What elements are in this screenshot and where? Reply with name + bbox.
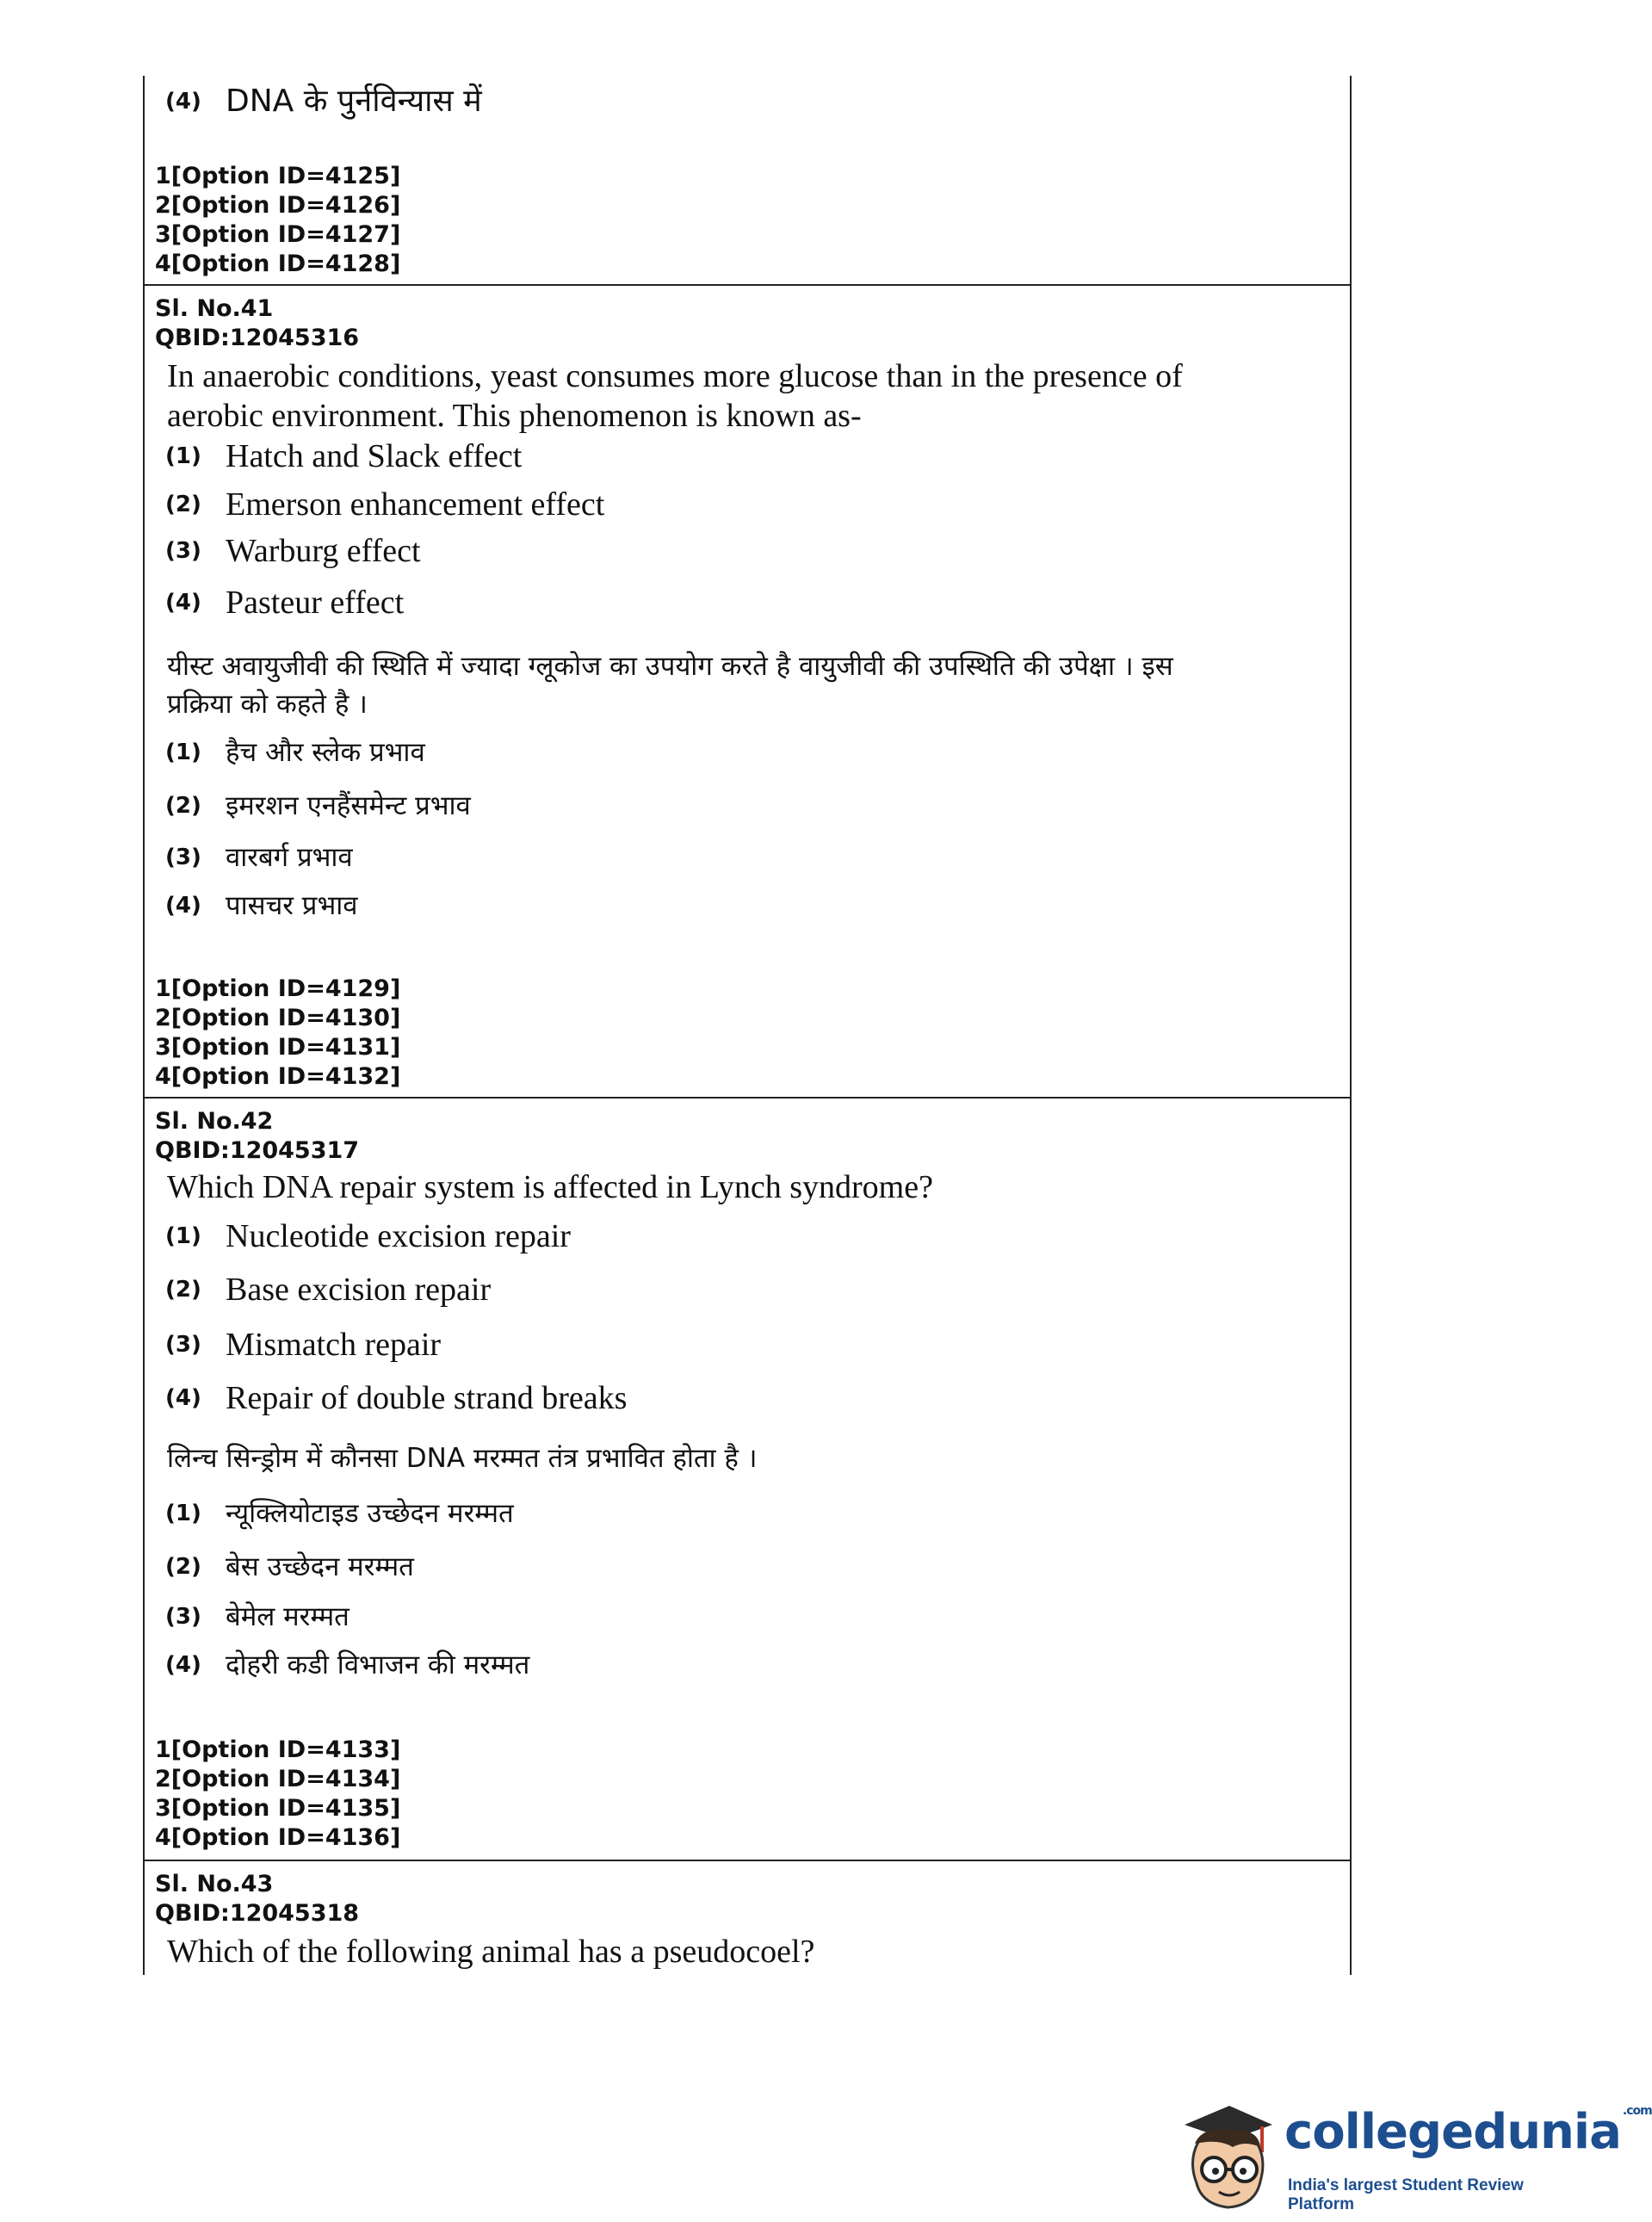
option-id: 4[Option ID=4128] <box>155 251 401 277</box>
option-hi-1: (1) हैच और स्लेक प्रभाव <box>165 737 425 768</box>
option-id: 1[Option ID=4133] <box>155 1736 401 1763</box>
question-meta <box>155 1107 359 1166</box>
option-id: 3[Option ID=4127] <box>155 221 401 248</box>
option-id-list <box>155 975 400 1092</box>
question-bank-id: QBID:12045318 <box>155 1900 360 1927</box>
option-hi-4: (4) पासचर प्रभाव <box>165 890 358 921</box>
question-meta <box>155 1870 359 1928</box>
option-hi-2: (2) बेस उच्छेदन मरम्मत <box>165 1551 414 1582</box>
question-meta <box>155 294 359 353</box>
question-text-en: Which DNA repair system is affected in Lynch syndrome? <box>167 1169 933 1205</box>
option-hi-1: (1) न्यूक्लियोटाइड उच्छेदन मरम्मत <box>165 1498 514 1529</box>
question-text-hi: लिन्च सिन्ड्रोम में कौनसा DNA मरम्मत तंत्र प्रभावित होता है । <box>167 1443 758 1474</box>
option-en-1: (1) Nucleotide excision repair <box>165 1218 571 1254</box>
option-id: 4[Option ID=4136] <box>155 1824 401 1851</box>
option-en-1: (1) Hatch and Slack effect <box>165 438 523 474</box>
question-text-hi: यीस्ट अवायुजीवी की स्थिति में ज्यादा ग्लूकोज का उपयोग करते है वायुजीवी की उपस्थिति की उपेक्षा । इस प्रक्रिया को कहते है । <box>167 651 1173 720</box>
option-id: 2[Option ID=4126] <box>155 192 401 219</box>
option-en-3: (3) Mismatch repair <box>165 1327 442 1363</box>
brand-tagline: India's largest Student Review Platform <box>1288 2176 1524 2213</box>
option-text: DNA के पुर्नविन्यास में <box>226 84 482 119</box>
option-id: 3[Option ID=4135] <box>155 1795 401 1822</box>
option-hi-4: (4) दोहरी कडी विभाजन की मरम्मत <box>165 1649 530 1680</box>
option-en-4: (4) Pasteur effect <box>165 585 405 621</box>
option-en-4: (4) Repair of double strand breaks <box>165 1380 628 1416</box>
question-text-en: In anaerobic conditions, yeast consumes more glucose than in the presence of aerobic environment. This phenomenon is known as- <box>167 358 1183 434</box>
mascot-icon <box>1176 2101 1279 2218</box>
option-id-list <box>155 1736 400 1853</box>
question-bank-id: QBID:12045316 <box>155 325 360 351</box>
serial-number: Sl. No.41 <box>155 295 274 322</box>
option-4 <box>165 83 482 121</box>
option-en-3: (3) Warburg effect <box>165 533 421 569</box>
question-paper-frame <box>143 76 1352 1975</box>
option-hi-3: (3) वारबर्ग प्रभाव <box>165 842 353 873</box>
option-id: 3[Option ID=4131] <box>155 1034 401 1061</box>
collegedunia-logo <box>1176 2101 1652 2218</box>
option-id-list <box>155 162 400 279</box>
option-hi-3: (3) बेमेल मरम्मत <box>165 1601 350 1632</box>
option-en-2: (2) Emerson enhancement effect <box>165 486 605 523</box>
brand-name: collegedunia $^{.com}$ <box>1284 2104 1652 2160</box>
option-number: (4) <box>165 89 201 115</box>
question-text-en: Which of the following animal has a pseudocoel? <box>167 1934 815 1970</box>
option-en-2: (2) Base excision repair <box>165 1272 492 1308</box>
serial-number: Sl. No.43 <box>155 1871 274 1897</box>
serial-number: Sl. No.42 <box>155 1108 274 1135</box>
option-hi-2: (2) इमरशन एनहैंसमेन्ट प्रभाव <box>165 790 471 821</box>
option-id: 1[Option ID=4129] <box>155 975 401 1002</box>
option-id: 4[Option ID=4132] <box>155 1063 401 1090</box>
question-41 <box>145 286 1350 1099</box>
question-bank-id: QBID:12045317 <box>155 1137 360 1164</box>
question-43 <box>145 1861 1350 1975</box>
option-id: 2[Option ID=4130] <box>155 1005 401 1031</box>
option-id: 1[Option ID=4125] <box>155 163 401 189</box>
question-42 <box>145 1099 1350 1861</box>
question-40-tail <box>145 76 1350 286</box>
option-id: 2[Option ID=4134] <box>155 1766 401 1792</box>
